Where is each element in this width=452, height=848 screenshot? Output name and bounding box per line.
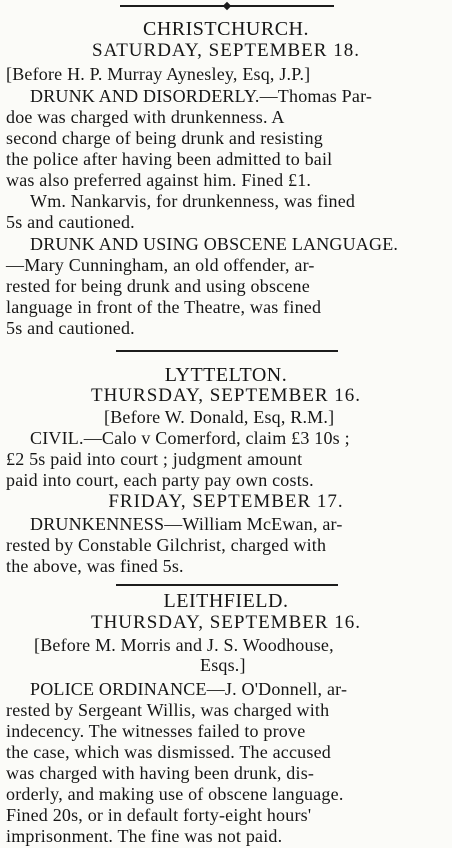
report-line: POLICE ORDINANCE—J. O'Donnell, ar- bbox=[30, 679, 348, 699]
report-line: the police after having been admitted to bail bbox=[6, 149, 333, 169]
report-line: 5s and cautioned. bbox=[6, 318, 135, 338]
report-line: 5s and cautioned. bbox=[6, 212, 135, 232]
report-line: language in front of the Theatre, was fined bbox=[6, 297, 322, 317]
report-line: paid into court, each party pay own costs. bbox=[6, 470, 314, 490]
report-line: orderly, and making use of obscene language. bbox=[6, 784, 344, 804]
report-line: Wm. Nankarvis, for drunkenness, was fined bbox=[30, 191, 356, 211]
section-title: LYTTELTON. bbox=[164, 364, 288, 386]
section-title: CHRISTCHURCH. bbox=[143, 18, 309, 40]
charge-heading: DRUNK AND DISORDERLY. bbox=[30, 86, 260, 106]
bench-line: [Before H. P. Murray Aynesley, Esq, J.P.] bbox=[6, 64, 311, 84]
report-line: the above, was fined 5s. bbox=[6, 556, 184, 576]
report-line: indecency. The witnesses failed to prove bbox=[6, 721, 306, 741]
charge-heading: CIVIL. bbox=[30, 428, 84, 448]
section-date: FRIDAY, SEPTEMBER 17. bbox=[108, 491, 344, 512]
report-line: second charge of being drunk and resisting bbox=[6, 128, 323, 148]
section-divider bbox=[116, 350, 338, 352]
report-line: the case, which was dismissed. The accused bbox=[6, 742, 331, 762]
report-line: DRUNKENNESS—William McEwan, ar- bbox=[30, 514, 343, 534]
report-line: rested by Constable Gilchrist, charged with bbox=[6, 535, 327, 555]
charge-heading: DRUNK AND USING OBSCENE LANGUAGE. bbox=[30, 234, 399, 254]
report-line: Fined 20s, or in default forty-eight hours' bbox=[6, 805, 312, 825]
charge-heading: DRUNKENNESS bbox=[30, 514, 165, 534]
report-line bbox=[30, 234, 452, 254]
report-line: rested by Sergeant Willis, was charged with bbox=[6, 700, 330, 720]
report-line: CIVIL.—Calo v Comerford, claim £3 10s ; bbox=[30, 428, 350, 448]
section-title: LEITHFIELD. bbox=[163, 590, 289, 612]
bench-line: [Before W. Donald, Esq, R.M.] bbox=[104, 407, 335, 427]
section-date: SATURDAY, SEPTEMBER 18. bbox=[92, 40, 360, 61]
ornament-diamond bbox=[223, 2, 231, 10]
section-divider bbox=[116, 584, 338, 586]
report-line: imprisonment. The fine was not paid. bbox=[6, 826, 283, 846]
report-line: doe was charged with drunkenness. A bbox=[6, 107, 285, 127]
charge-heading: POLICE ORDINANCE bbox=[30, 679, 207, 699]
section-date: THURSDAY, SEPTEMBER 16. bbox=[90, 385, 362, 406]
report-line: —Mary Cunningham, an old offender, ar- bbox=[6, 255, 315, 275]
section-date: THURSDAY, SEPTEMBER 16. bbox=[90, 612, 362, 633]
report-line: DRUNK AND DISORDERLY.—Thomas Par- bbox=[30, 86, 373, 106]
report-line: rested for being drunk and using obscene bbox=[6, 276, 310, 296]
report-line: was charged with having been drunk, dis- bbox=[6, 763, 315, 783]
bench-line: [Before M. Morris and J. S. Woodhouse, bbox=[34, 635, 334, 655]
report-line: was also preferred against him. Fined £1. bbox=[6, 170, 312, 190]
report-line: £2 5s paid into court ; judgment amount bbox=[6, 449, 303, 469]
bench-line: Esqs.] bbox=[200, 655, 246, 675]
